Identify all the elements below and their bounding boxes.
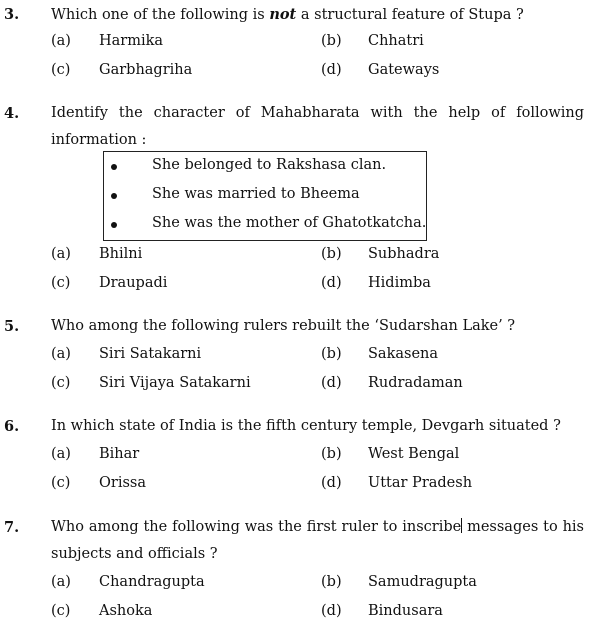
- option-label-d: (d): [321, 275, 342, 291]
- option-label-c: (c): [51, 603, 71, 619]
- option-text-b: West Bengal: [368, 446, 460, 462]
- option-label-a: (a): [51, 33, 71, 49]
- option-label-b: (b): [321, 574, 342, 590]
- question-stem: Who among the following rulers rebuilt the ‘Sudarshan Lake’ ?: [51, 318, 516, 334]
- option-label-d: (d): [321, 475, 342, 491]
- option-text-d: Bindusara: [368, 603, 443, 619]
- option-text-b: Chhatri: [368, 33, 424, 49]
- option-text-d: Gateways: [368, 62, 440, 78]
- option-text-a: Bhilni: [99, 246, 143, 262]
- option-label-b: (b): [321, 346, 342, 362]
- option-text-c: Ashoka: [99, 603, 153, 619]
- option-label-b: (b): [321, 33, 342, 49]
- option-label-a: (a): [51, 446, 71, 462]
- option-text-c: Garbhagriha: [99, 62, 193, 78]
- info-item: She was the mother of Ghatotkatcha.: [104, 215, 426, 244]
- option-label-a: (a): [51, 246, 71, 262]
- option-text-c: Orissa: [99, 475, 146, 491]
- info-item: She was married to Bheema: [104, 186, 426, 215]
- info-box: [103, 151, 427, 241]
- option-text-d: Rudradaman: [368, 375, 463, 391]
- question-number: 6.: [4, 418, 20, 435]
- option-label-c: (c): [51, 475, 71, 491]
- option-label-a: (a): [51, 574, 71, 590]
- option-text-b: Sakasena: [368, 346, 439, 362]
- option-label-a: (a): [51, 346, 71, 362]
- bullet-icon: [111, 222, 117, 228]
- option-label-d: (d): [321, 62, 342, 78]
- info-item: She belonged to Rakshasa clan.: [104, 157, 426, 186]
- bullet-icon: [111, 193, 117, 199]
- option-text-d: Hidimba: [368, 275, 431, 291]
- question-number: 4.: [4, 105, 20, 122]
- question-stem: Which one of the following is not a structural feature of Stupa ?: [51, 6, 524, 23]
- option-text-c: Draupadi: [99, 275, 168, 291]
- option-label-c: (c): [51, 275, 71, 291]
- question-number: 7.: [4, 519, 20, 536]
- question-number: 5.: [4, 318, 20, 335]
- emphasis-not: not: [269, 6, 297, 23]
- option-text-a: Bihar: [99, 446, 140, 462]
- option-text-a: Chandragupta: [99, 574, 205, 590]
- option-text-a: Harmika: [99, 33, 164, 49]
- question-stem: In which state of India is the fifth century temple, Devgarh situated ?: [51, 418, 561, 434]
- option-text-b: Subhadra: [368, 246, 440, 262]
- option-label-d: (d): [321, 603, 342, 619]
- option-label-b: (b): [321, 246, 342, 262]
- option-label-c: (c): [51, 62, 71, 78]
- option-text-a: Siri Satakarni: [99, 346, 202, 362]
- question-stem: Who among the following was the first ruler to inscribe messages to his subjects and officials ?: [51, 519, 584, 562]
- option-label-b: (b): [321, 446, 342, 462]
- question-number: 3.: [4, 6, 20, 23]
- option-label-c: (c): [51, 375, 71, 391]
- option-text-c: Siri Vijaya Satakarni: [99, 375, 251, 391]
- option-text-d: Uttar Pradesh: [368, 475, 473, 491]
- option-label-d: (d): [321, 375, 342, 391]
- option-text-b: Samudragupta: [368, 574, 477, 590]
- bullet-icon: [111, 164, 117, 170]
- question-stem: Identify the character of Mahabharata with the help of following information :: [51, 105, 584, 148]
